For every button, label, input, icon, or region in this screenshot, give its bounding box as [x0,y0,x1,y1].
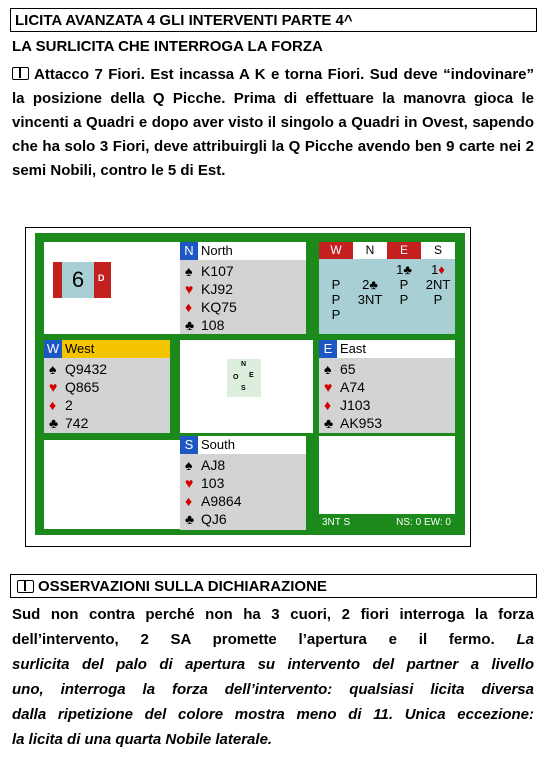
east-hearts: ♥ A74 [324,379,365,395]
board-number-badge [53,262,111,298]
observations-header [10,574,537,598]
deal-board [35,233,465,535]
spade-icon: ♠ [185,263,193,279]
bid-north-2: 2♣ [362,277,378,292]
hand-east [319,340,455,433]
south-clubs: ♣ QJ6 [185,511,227,527]
bidding-table [319,242,455,334]
hand-west-header [44,340,170,358]
heart-icon: ♥ [185,281,194,297]
board-info-cell [44,242,180,334]
seat-letter-south: S [180,436,198,454]
observations-title: OSSERVAZIONI SULLA DICHIARAZIONE [38,578,327,595]
seat-name-east: East [340,341,367,356]
book-icon [12,67,29,80]
seat-name-south: South [201,437,235,452]
bid-east-1: 1♣ [396,262,412,277]
obs-line: dalla ripetizione del colore mostra meno di 11. Unica eccezione: [12,706,534,723]
south-spades: ♠ AJ8 [185,457,226,473]
bid-west-3: P [331,292,341,307]
empty-cell-southwest [44,440,180,529]
hand-east-header [319,340,455,358]
south-diamonds: ♦ A9864 [185,493,242,509]
result-bar [317,515,455,530]
north-hearts: ♥ KJ92 [185,281,233,297]
bid-east-2: P [399,277,409,292]
spade-icon: ♠ [324,361,332,377]
dealer-marker: D [98,273,105,283]
club-icon: ♣ [185,317,195,333]
east-clubs: ♣ AK953 [324,415,383,431]
page-title: LICITA AVANZATA 4 GLI INTERVENTI PARTE 4^ [15,12,353,29]
bid-header-east: E [387,242,421,259]
empty-cell-southeast [319,436,455,514]
bid-east-3: P [399,292,409,307]
north-diamonds: ♦ KQ75 [185,299,237,315]
heart-icon: ♥ [185,475,194,491]
hand-west [44,340,170,433]
diamond-icon: ♦ [185,493,193,509]
hand-south-header [180,436,306,454]
score-label: NS: 0 EW: 0 [396,517,451,528]
spade-icon: ♠ [185,457,193,473]
seat-name-west: West [65,341,95,356]
compass-icon: N O E S [227,359,261,397]
bid-header-west: W [319,242,353,259]
intro-text: Attacco 7 Fiori. Est incassa A K e torna Fiori. Sud deve “indovinare” la posizione della Q Picche. Prima di effettuare la manovra gioca le vincenti a Quadri e dopo aver visto il singolo a Quadri in Ovest, sapendo che ha solo 3 Fiori, deve attribuirgli la Q Picche avendo ben 9 carte nei 2 semi Nobili, contro le 5 di Est. [12,66,534,179]
obs-line: Sud non contra perché non ha 3 cuori, 2 fiori interroga la forza [12,606,534,623]
bid-header-south: S [421,242,455,259]
heart-icon: ♥ [49,379,58,395]
east-diamonds: ♦ J103 [324,397,371,413]
north-spades: ♠ K107 [185,263,234,279]
obs-line: la licita di una quarta Nobile laterale. [12,731,273,748]
south-hearts: ♥ 103 [185,475,225,491]
diamond-icon: ♦ [49,397,57,413]
board-number: 6 [62,262,94,298]
seat-name-north: North [201,243,233,258]
obs-line: surlicita del palo di apertura su intervento del partner a livello [12,656,534,673]
seat-letter-west: W [44,340,62,358]
north-clubs: ♣ 108 [185,317,225,333]
east-spades: ♠ 65 [324,361,356,377]
bid-south-2: 2NT [425,277,451,292]
bid-south-3: P [433,292,443,307]
bid-header-north: N [353,242,387,259]
seat-letter-north: N [180,242,198,260]
west-clubs: ♣ 742 [49,415,89,431]
spade-icon: ♠ [49,361,57,377]
diamond-icon: ♦ [324,397,332,413]
hand-north-header [180,242,306,260]
bid-south-1: 1♦ [431,262,445,277]
title-box [10,8,537,32]
west-hearts: ♥ Q865 [49,379,100,395]
west-spades: ♠ Q9432 [49,361,108,377]
book-icon [17,580,34,593]
diamond-icon: ♦ [185,299,193,315]
observations-text [12,602,534,752]
seat-letter-east: E [319,340,337,358]
west-diamonds: ♦ 2 [49,397,73,413]
hand-south [180,436,306,530]
contract-label: 3NT S [322,517,351,528]
club-icon: ♣ [185,511,195,527]
obs-line: uno, interroga la forza dell’intervento: qualsiasi licita diversa [12,681,534,698]
section-subtitle: LA SURLICITA CHE INTERROGA LA FORZA [12,38,323,55]
hand-north [180,242,306,334]
bid-west-4: P [331,307,341,322]
obs-line: dell’intervento, 2 SA promette l’apertura e il fermo. La [12,631,534,648]
bid-west-2: P [331,277,341,292]
heart-icon: ♥ [324,379,333,395]
club-icon: ♣ [324,415,334,431]
club-icon: ♣ [49,415,59,431]
intro-paragraph [12,63,534,183]
bid-north-3: 3NT [357,292,383,307]
